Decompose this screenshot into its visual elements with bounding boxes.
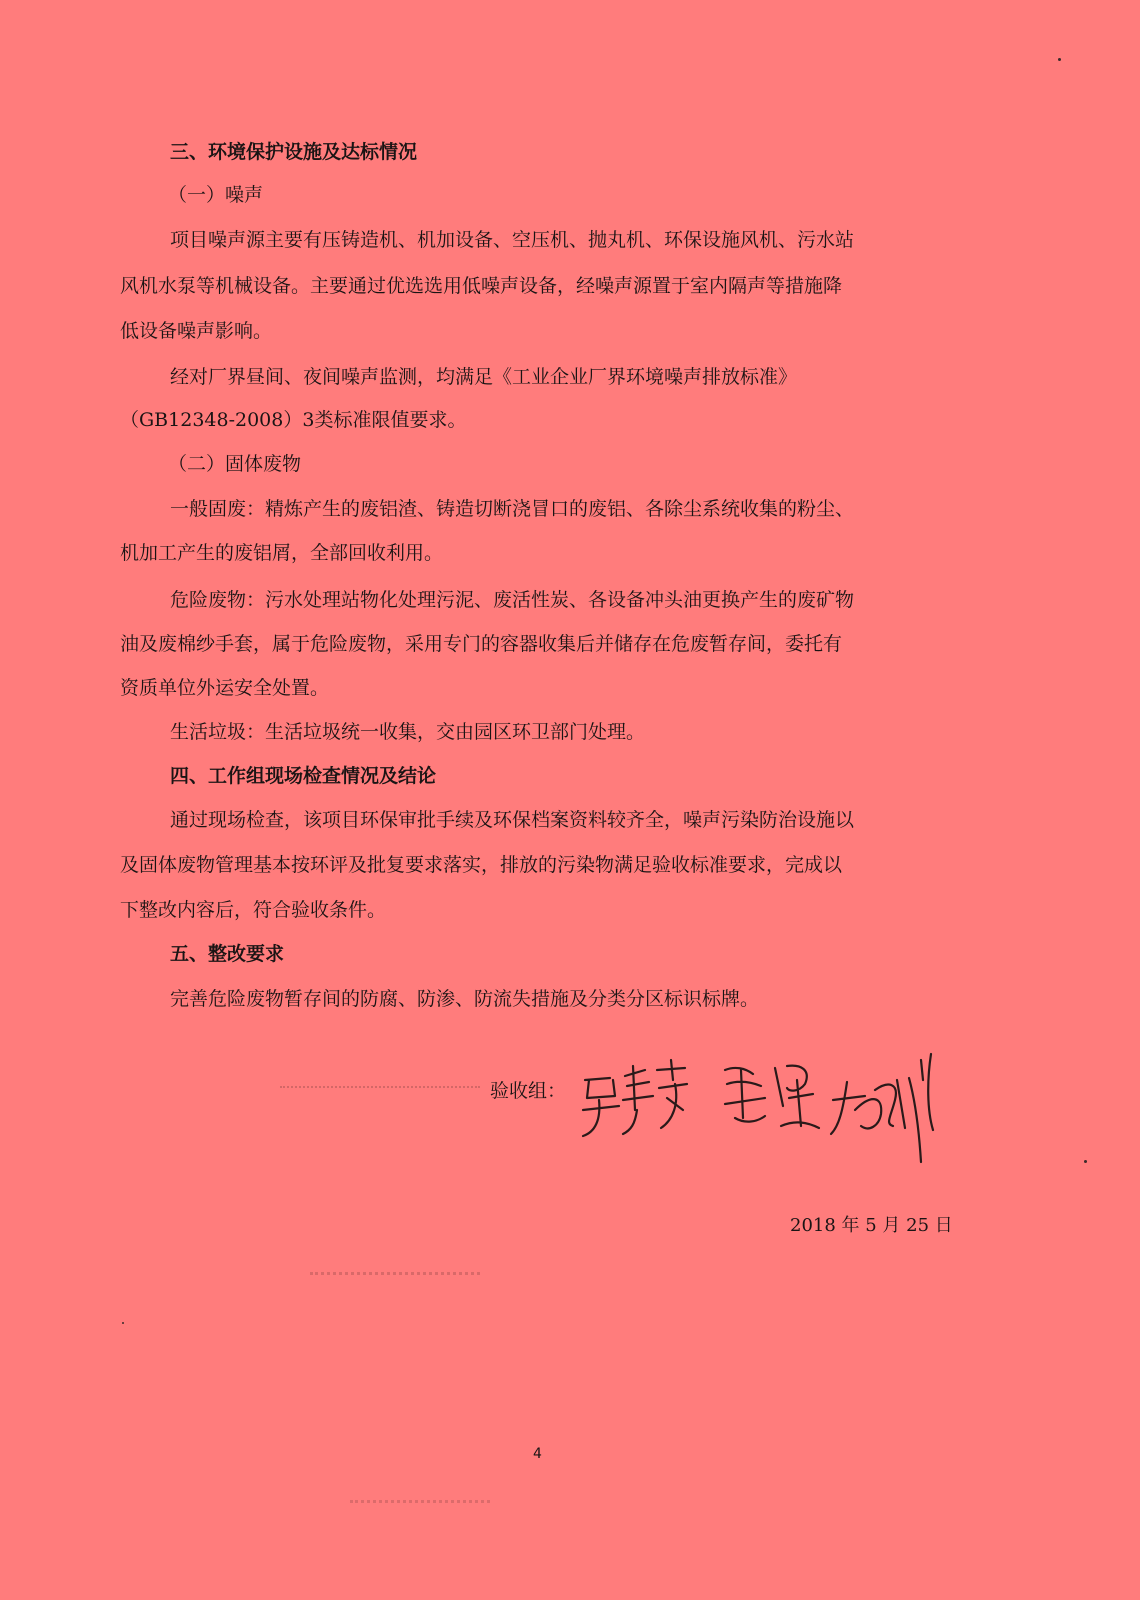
paragraph-line: 下整改内容后，符合验收条件。 bbox=[120, 899, 387, 921]
paragraph-line: （GB12348-2008）3类标准限值要求。 bbox=[120, 409, 467, 431]
paragraph-line: 风机水泵等机械设备。主要通过优选选用低噪声设备，经噪声源置于室内隔声等措施降 bbox=[120, 275, 843, 297]
scan-speck bbox=[1058, 58, 1061, 61]
section-heading-5: 五、整改要求 bbox=[170, 943, 285, 965]
subheading-noise: （一）噪声 bbox=[168, 184, 264, 206]
subheading-solid-waste: （二）固体废物 bbox=[168, 453, 302, 475]
bleed-through-mark bbox=[310, 1262, 480, 1275]
bleed-through-mark bbox=[280, 1076, 480, 1088]
page-number: 4 bbox=[533, 1446, 542, 1462]
paragraph-line: 项目噪声源主要有压铸造机、机加设备、空压机、抛丸机、环保设施风机、污水站 bbox=[170, 229, 855, 251]
acceptance-group-label: 验收组： bbox=[490, 1080, 567, 1102]
paragraph-line: 完善危险废物暂存间的防腐、防渗、防流失措施及分类分区标识标牌。 bbox=[170, 988, 760, 1010]
paragraph-line: 生活垃圾：生活垃圾统一收集，交由园区环卫部门处理。 bbox=[170, 721, 646, 743]
paragraph-line: 低设备噪声影响。 bbox=[120, 320, 273, 342]
bleed-through-mark bbox=[350, 1490, 490, 1503]
paragraph-line: 经对厂界昼间、夜间噪声监测，均满足《工业企业厂界环境噪声排放标准》 bbox=[170, 366, 798, 388]
scan-speck bbox=[122, 1322, 124, 1324]
paragraph-line: 及固体废物管理基本按环评及批复要求落实，排放的污染物满足验收标准要求，完成以 bbox=[120, 854, 843, 876]
paragraph-line: 油及废棉纱手套，属于危险废物，采用专门的容器收集后并储存在危废暂存间，委托有 bbox=[120, 633, 843, 655]
scan-speck bbox=[1084, 1160, 1087, 1163]
paragraph-line: 机加工产生的废铝屑，全部回收利用。 bbox=[120, 542, 444, 564]
paragraph-line: 通过现场检查，该项目环保审批手续及环保档案资料较齐全，噪声污染防治设施以 bbox=[170, 809, 855, 831]
paragraph-line: 一般固废：精炼产生的废铝渣、铸造切断浇冒口的废铝、各除尘系统收集的粉尘、 bbox=[170, 498, 855, 520]
section-heading-3: 三、环境保护设施及达标情况 bbox=[170, 141, 418, 163]
paragraph-line: 资质单位外运安全处置。 bbox=[120, 677, 330, 699]
section-heading-4: 四、工作组现场检查情况及结论 bbox=[170, 765, 437, 787]
paragraph-line: 危险废物：污水处理站物化处理污泥、废活性炭、各设备冲头油更换产生的废矿物 bbox=[170, 589, 855, 611]
signing-date: 2018 年 5 月 25 日 bbox=[790, 1215, 953, 1236]
handwritten-signatures bbox=[575, 1040, 955, 1170]
